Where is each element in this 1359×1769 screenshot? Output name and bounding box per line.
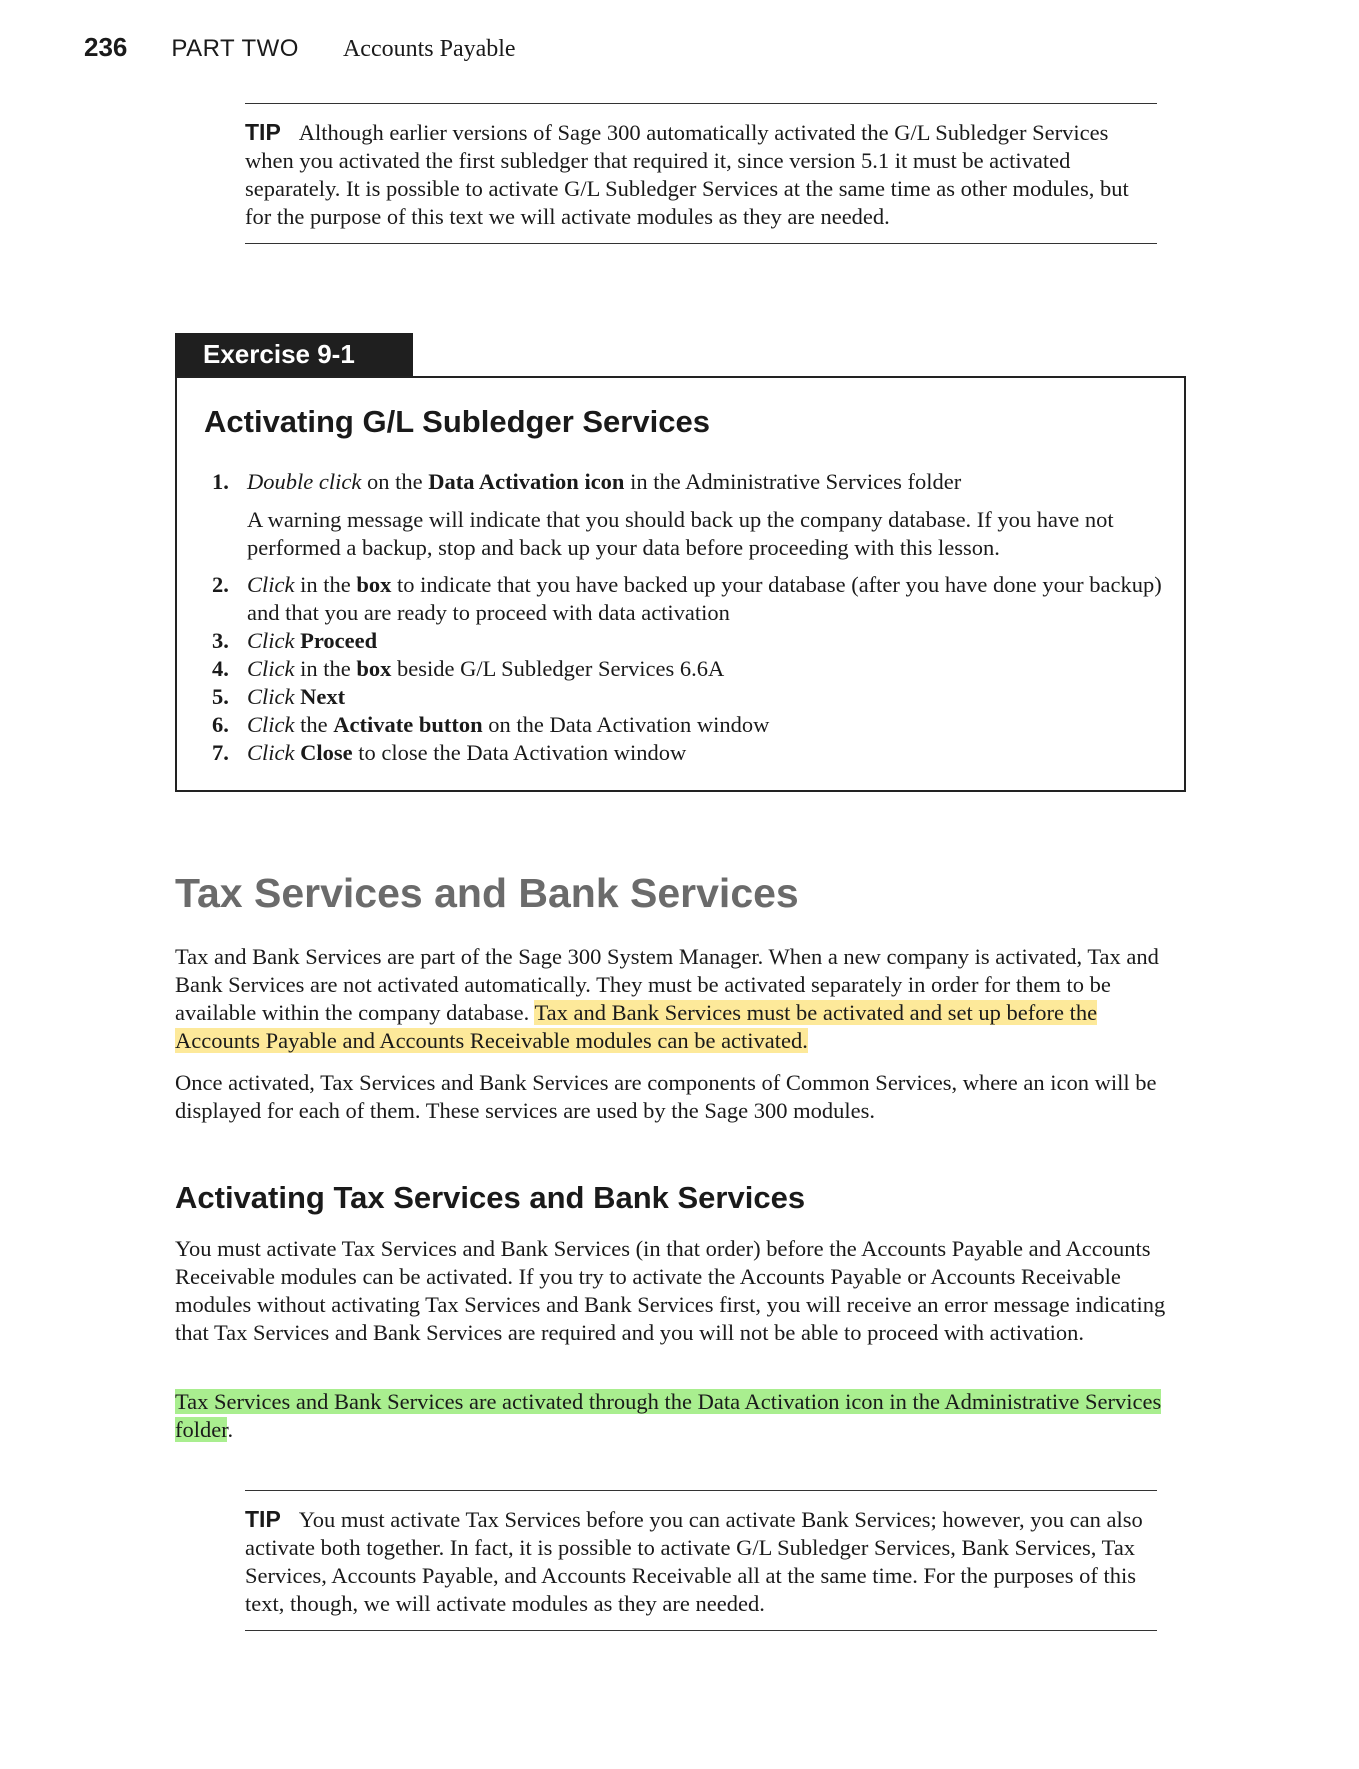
step-bold: Data Activation icon xyxy=(428,469,625,494)
step-text: in the Administrative Services folder xyxy=(624,469,962,494)
step-text: the xyxy=(294,712,334,737)
step-item xyxy=(212,711,1162,739)
tip-paragraph xyxy=(245,1505,1157,1618)
step-action: Click xyxy=(247,572,295,597)
step-number: 1. xyxy=(212,469,229,494)
step-bold: box xyxy=(356,656,392,681)
section-heading: Tax Services and Bank Services xyxy=(175,870,799,916)
part-label: PART TWO xyxy=(171,35,299,62)
step-action: Click xyxy=(247,656,295,681)
step-item xyxy=(212,468,1162,562)
step-number: 2. xyxy=(212,572,229,597)
tip-box xyxy=(245,103,1157,244)
step-bold: Next xyxy=(300,684,346,709)
highlighted-text: Tax and Bank Services must be activated and set up before the Accounts Payable and Accounts Receivable modules can be activated. xyxy=(175,1000,1098,1053)
tip-paragraph xyxy=(245,118,1157,231)
section-paragraph: Once activated, Tax Services and Bank Services are components of Common Services, where an icon will be displayed for each of them. These services are used by the Sage 300 modules. xyxy=(175,1070,1157,1123)
step-number: 3. xyxy=(212,628,229,653)
step-note: A warning message will indicate that you should back up the company database. If you have not performed a backup, stop and back up your data before proceeding with this lesson. xyxy=(247,507,1114,560)
exercise-title: Activating G/L Subledger Services xyxy=(204,404,710,439)
step-bold: box xyxy=(356,572,392,597)
step-text: on the Data Activation window xyxy=(482,712,770,737)
step-text: in the xyxy=(294,656,357,681)
running-head xyxy=(84,32,516,66)
exercise-steps xyxy=(212,468,1162,767)
section-paragraph: You must activate Tax Services and Bank Services (in that order) before the Accounts Payable and Accounts Receivable modules can be activated. If you try to activate the Accounts Payable or Accounts Receivable modules without activating Tax Services and Bank Services first, you will receive an error message indicating that Tax Services and Bank Services are required and you will not be able to proceed with activation. xyxy=(175,1236,1166,1345)
step-number: 5. xyxy=(212,684,229,709)
step-action: Click xyxy=(247,684,295,709)
step-text: to close the Data Activation window xyxy=(352,740,687,765)
paragraph-text: . xyxy=(227,1417,234,1442)
step-bold: Close xyxy=(300,740,353,765)
step-text: on the xyxy=(361,469,429,494)
step-number: 6. xyxy=(212,712,229,737)
paragraph-text: Tax and Bank Services are part of the Sage 300 System Manager. When a new company is activated, Tax and Bank Services are not activated automatically. They must be activated separately in order for them to be available within the company database. xyxy=(175,944,1159,1025)
step-action: Double click xyxy=(247,469,362,494)
section-paragraph xyxy=(175,943,1180,1055)
section-paragraph xyxy=(175,1388,1180,1444)
step-bold: Proceed xyxy=(300,628,378,653)
tip-label: TIP xyxy=(245,1506,281,1532)
step-text: in the xyxy=(294,572,357,597)
step-item xyxy=(212,627,1162,655)
step-number: 7. xyxy=(212,740,229,765)
chapter-title: Accounts Payable xyxy=(342,36,516,62)
subsection-heading: Activating Tax Services and Bank Services xyxy=(175,1180,806,1215)
step-item xyxy=(212,683,1162,711)
step-number: 4. xyxy=(212,656,229,681)
exercise-tab: Exercise 9-1 xyxy=(175,333,413,376)
tip-text: You must activate Tax Services before you can activate Bank Services; however, you can also activate both together. In fact, it is possible to activate G/L Subledger Services, Bank Services, Tax Services, Accounts Payable, and Accounts Receivable all at the same time. For the purposes of this text, though, we will activate modules as they are needed. xyxy=(245,1507,1143,1616)
page-number: 236 xyxy=(84,32,128,62)
step-action: Click xyxy=(247,712,295,737)
step-item xyxy=(212,655,1162,683)
step-item xyxy=(212,571,1162,627)
step-bold: Activate button xyxy=(333,712,483,737)
tip-box xyxy=(245,1490,1157,1631)
tip-text: Although earlier versions of Sage 300 automatically activated the G/L Subledger Services when you activated the first subledger that required it, since version 5.1 it must be activated separately. It is possible to activate G/L Subledger Services at the same time as other modules, but for the purpose of this text we will activate modules as they are needed. xyxy=(245,120,1129,229)
step-text: to indicate that you have backed up your database (after you have done your backup) and that you are ready to proceed with data activation xyxy=(247,572,1162,625)
tip-label: TIP xyxy=(245,119,281,145)
step-action: Click xyxy=(247,628,295,653)
step-action: Click xyxy=(247,740,295,765)
step-item xyxy=(212,739,1162,767)
exercise-box xyxy=(175,376,1186,792)
step-text: beside G/L Subledger Services 6.6A xyxy=(391,656,725,681)
highlighted-text: Tax Services and Bank Services are activated through the Data Activation icon in the Administrative Services folder xyxy=(175,1389,1162,1442)
